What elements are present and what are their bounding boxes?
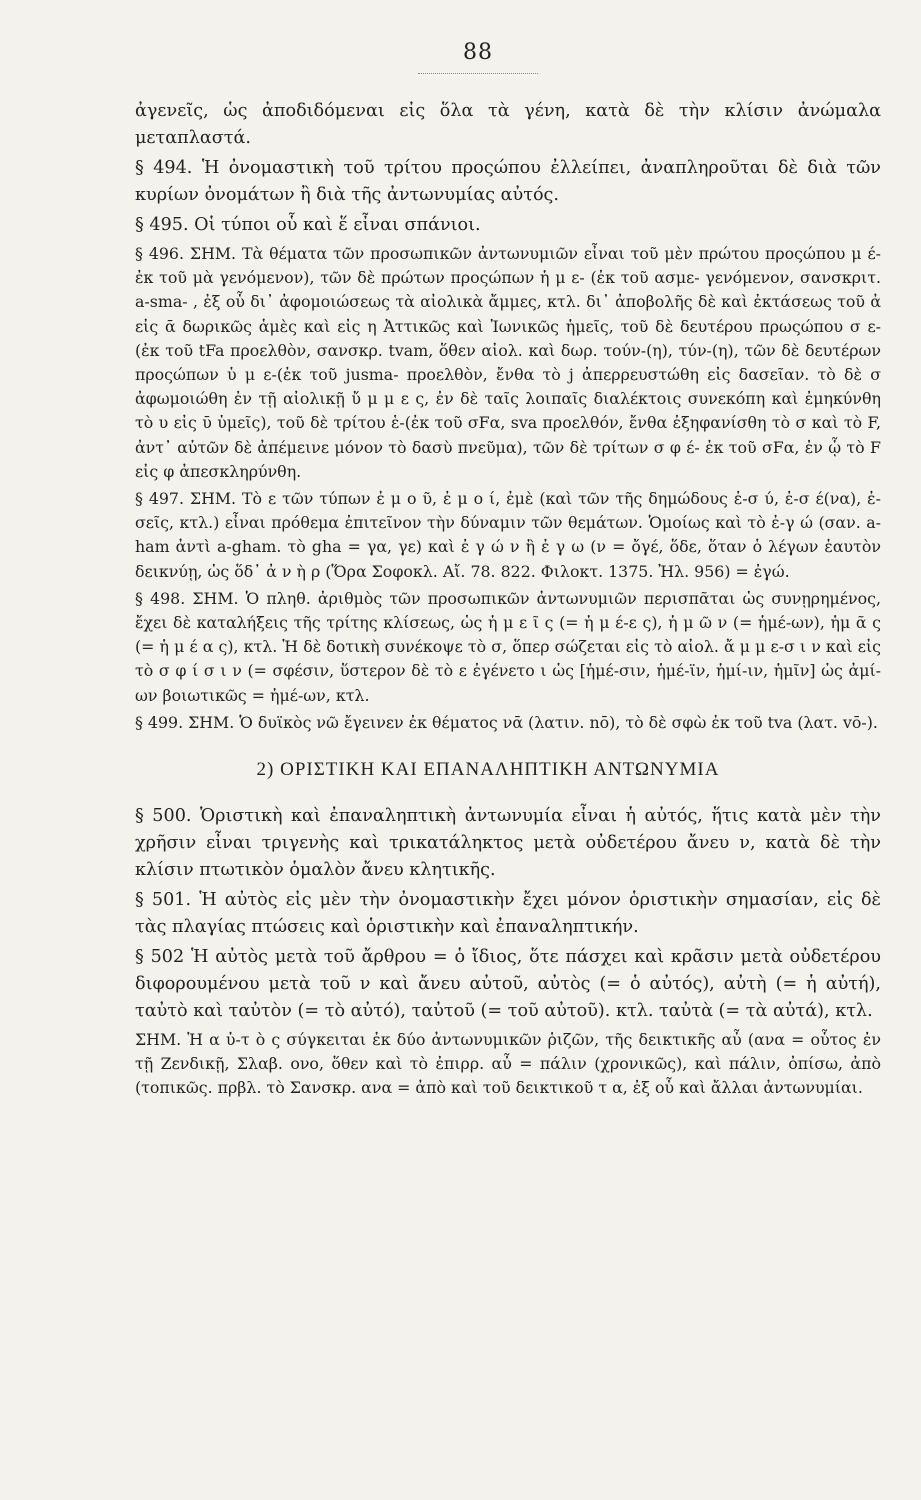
paragraph-497: § 497. ΣΗΜ. Τὸ ε τῶν τύπων ἐ μ ο ῦ, ἐ μ ο ί, ἐμὲ (καὶ τῶν τῆς δημώδους ἐ-σ ύ, ἐ-σ έ(να), ἐ-σεῖς, κτλ.) εἶναι πρόθεμα ἐπιτεῖνον τὴν δύναμιν τῶν θεμάτων. Ὁμοίως καὶ τὸ ἐ-γ ώ (σαν. a-ham ἀντὶ a-gham. τὸ gha = γα, γε) καὶ ἐ γ ώ ν ἢ ἐ γ ω (ν = ὄγέ, ὅδε, ὅταν ὁ λέγων ἑαυτὸν δεικνύῃ, ὡς ὅδ᾽ ἀ ν ὴ ρ (Ὅρα Σοφοκλ. Αἴ. 78. 822. Φιλοκτ. 1375. Ἠλ. 956) = ἐγώ. bbox=[135, 489, 881, 581]
paragraph-498: § 498. ΣΗΜ. Ὁ πληθ. ἀριθμὸς τῶν προσωπικῶν ἀντωνυμιῶν περισπᾶται ὡς συνῃρημένος, ἔχει δὲ καταλήξεις τῆς τρίτης κλίσεως, ὡς ἡ μ ε ῖ ς (= ἡ μ έ-ε ς), ἡ μ ῶ ν (= ἡμέ-ων), ἡμ ᾶ ς (= ἡ μ έ α ς), κτλ. Ἡ δὲ δοτικὴ συνέκοψε τὸ σ, ὅπερ σώζεται εἰς τὸ αἰολ. ἄ μ μ ε-σ ι ν καὶ εἰς τὸ σ φ ί σ ι ν (= σφέσιν, ὕστερον δὲ τὸ ε ἐγένετο ι ὡς [ἡμέ-σιν, ἡμέ-ϊν, ἡμί-ιν, ἡμῖν] ὡς ἀμί-ων βοιωτικῶς = ἡμέ-ων, κτλ. bbox=[135, 588, 881, 705]
section-heading: 2) ΟΡΙΣΤΙΚΗ ΚΑΙ ΕΠΑΝΑΛΗΠΤΙΚΗ ΑΝΤΩΝΥΜΙΑ bbox=[256, 759, 720, 781]
paragraph-496: § 496. ΣΗΜ. Τὰ θέματα τῶν προσωπικῶν ἀντωνυμιῶν εἶναι τοῦ μὲν πρώτου προςώπου μ έ- ἐκ τοῦ μὰ γενόμενον), τῶν δὲ πρώτων προςώπων ἡ μ ε- (ἐκ τοῦ ασμε- γενόμενον, σανσκριτ. a-sma- , ἐξ οὗ δι᾽ ἀφομοιώσεως τὰ αἰολικὰ ἄμμες, κτλ. δι᾽ ἀποβολῆς δὲ καὶ ἐκτάσεως τοῦ ἀ εἰς ᾱ δωρικῶς ἁμὲς καὶ εἰς η Ἀττικῶς καὶ Ἰωνικῶς ἡμεῖς, τοῦ δὲ δευτέρου πρωςώπου σ ε- (ἐκ τοῦ tFa προελθὸν, σανσκρ. tvam, ὅθεν αἰολ. καὶ δωρ. τούν-(η), τύν-(η), τῶν δὲ δευτέρων προςώπων ὑ μ ε-(ἐκ τοῦ jusma- προελθὸν, ἔνθα τὸ j ἀπερρευστώθη εἰς δασεῖαν. τὸ δὲ σ ἀφωμοιώθη ἐν τῇ αἰολικῇ ὔ μ μ ε ς, ἐν δὲ ταῖς λοιπαῖς διαλέκτοις συνεκόπη καὶ ἐμηκύνθη τὸ υ εἰς ῡ ὑμεῖς), τοῦ δὲ τρίτου ἑ-(ἐκ τοῦ σFα, sva προελθόν, ἔνθα ἐξηφανίσθη τὸ σ καὶ τὸ F, ἀντ᾽ αὐτῶν δὲ ἀπέμεινε μόνον τὸ δασὺ πνεῦμα), τῶν δὲ τρίτων σ φ έ- ἐκ τοῦ σFα, ἐν ᾧ τὸ F εἰς φ ἀπεσκληρύνθη. bbox=[135, 244, 881, 481]
paragraph-499: § 499. ΣΗΜ. Ὁ δυϊκὸς νῶ ἔγεινεν ἐκ θέματος νᾱ (λατιν. nō), τὸ δὲ σφὼ ἐκ τοῦ tva (λατ. vō-). bbox=[135, 712, 878, 732]
paragraph-494: § 494. Ἡ ὀνομαστικὴ τοῦ τρίτου προςώπου ἐλλείπει, ἀναπληροῦται δὲ διὰ τῶν κυρίων ὀνομάτων ἢ διὰ τῆς ἀντωνυμίας αὐτός. bbox=[135, 158, 881, 205]
paragraph-495: § 495. Οἱ τύποι οὗ καὶ ἕ εἶναι σπάνιοι. bbox=[135, 215, 481, 235]
paragraph-opening: ἀγενεῖς, ὡς ἀποδιδόμεναι εἰς ὅλα τὰ γένη, κατὰ δὲ τὴν κλίσιν ἀνώμαλα μεταπλαστά. bbox=[135, 101, 881, 148]
paragraph-502: § 502 Ἡ αὐτὸς μετὰ τοῦ ἄρθρου = ὁ ἴδιος, ὅτε πάσχει καὶ κρᾶσιν μετὰ οὐδετέρου διφορουμένου μετὰ τοῦ ν καὶ ἄνευ αὐτοῦ, αὐτὸς (= ὁ αὐτός), αὐτὴ (= ἡ αὐτή), ταὐτὸ καὶ ταὐτὸν (= τὸ αὐτό), ταὐτοῦ (= τοῦ αὐτοῦ). κτλ. ταὐτὰ (= τὰ αὐτά), κτλ. bbox=[135, 947, 881, 1022]
paragraph-note: ΣΗΜ. Ἡ α ὐ-τ ὸ ς σύγκειται ἐκ δύο ἀντωνυμικῶν ῥιζῶν, τῆς δεικτικῆς αὖ (ανα = οὗτος ἐν τῇ Ζενδικῇ, Σλαβ. ονο, ὅθεν καὶ τὸ ἐπιρρ. αὖ = πάλιν (χρονικῶς), καὶ πάλιν, ὀπίσω, ἀπὸ (τοπικῶς. πρβλ. τὸ Σανσκρ. ανα = ἀπὸ καὶ τοῦ δεικτικοῦ τ α, ἐξ οὗ καὶ ἄλλαι ἀντωνυμίαι. bbox=[135, 1030, 881, 1098]
paragraph-501: § 501. Ἡ αὐτὸς εἰς μὲν τὴν ὀνομαστικὴν ἔχει μόνον ὁριστικὴν σημασίαν, εἰς δὲ τὰς πλαγίας πτώσεις καὶ ὁριστικὴν καὶ ἐπαναληπτικήν. bbox=[135, 890, 881, 938]
header-ornament bbox=[418, 73, 538, 76]
paragraph-500: § 500. Ὁριστικὴ καὶ ἐπαναληπτικὴ ἀντωνυμία εἶναι ἡ αὐτός, ἥτις κατὰ μὲν τὴν χρῆσιν εἶναι τριγενὴς καὶ τρικατάληκτος μετὰ οὐδετέρου ἄνευ ν, κατὰ δὲ τὴν κλίσιν πτωτικὸν ὁμαλὸν ἄνευ κλητικῆς. bbox=[135, 806, 881, 881]
page-number: 88 bbox=[463, 40, 493, 65]
